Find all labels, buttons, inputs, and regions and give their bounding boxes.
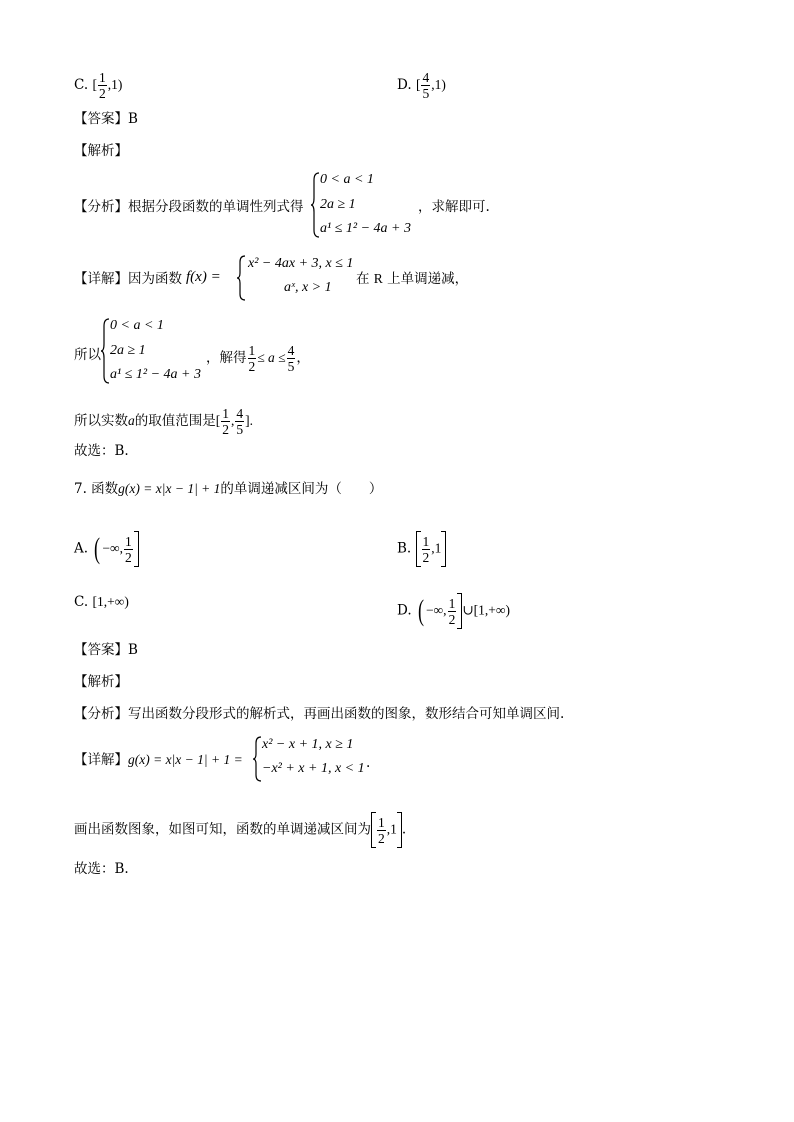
q7-graph-line: 画出函数图象，如图可知，函数的单调递减区间为 $\frac{1}{2}$ ,1 . [74,812,406,848]
option-label: D. [397,77,412,93]
q6-xiangjie-text: 【详解】因为函数 [74,271,182,287]
left-brace-icon [100,318,110,384]
piece-line: x² − x + 1, x ≥ 1 [262,737,354,752]
system-line: a¹ ≤ 1² − 4a + 3 [110,367,201,382]
q6-jiede: ，解得 $\frac{1}{2}$ ≤ a ≤ $\frac{4}{5}$ ， [206,343,310,374]
q7-option-b: B. $\frac{1}{2}$ ,1 [397,531,446,567]
q6-option-d: D. [ $\frac{4}{5}$ ,1) [397,70,446,101]
q7-stem: 7. 函数g(x) = x|x − 1| + 1的单调递减区间为（ ） [74,481,383,497]
system-line: 0 < a < 1 [320,172,374,187]
q7-piece-end: . [366,755,371,771]
piece-line: x² − 4ax + 3, x ≤ 1 [248,256,354,271]
option-label: B. [397,540,412,557]
q6-xiangjie-suffix: 在 R 上单调递减， [356,271,469,287]
system-line: 0 < a < 1 [110,318,164,333]
option-label: D. [397,602,412,619]
system-line: 2a ≥ 1 [320,197,356,212]
q7-option-c: C. [1,+∞) [74,594,129,610]
q7-option-a: A. ( −∞, $\frac{1}{2}$ [74,531,139,567]
left-brace-icon [236,255,246,301]
system-line: 2a ≥ 1 [110,343,146,358]
left-brace-icon [252,736,262,782]
piece-line: −x² + x + 1, x < 1 [262,761,365,776]
option-c-tail: ,1) [107,77,123,92]
fraction: $\frac{4}{5}$ [422,70,430,101]
q7-analysis-heading: 【解析】 [74,674,128,690]
q7-option-d: D. ( −∞, $\frac{1}{2}$ ∪[1,+∞) [397,594,510,627]
left-brace-icon [310,172,320,238]
fraction: $\frac{1}{2}$ [98,70,106,101]
q6-analysis-heading: 【解析】 [74,143,128,159]
q6-choose: 故选：B. [74,443,129,459]
q7-xiangjie: 【详解】g(x) = x|x − 1| + 1 = [74,752,243,768]
q6-fx: f(x) = [186,269,221,285]
option-label: C. [74,594,89,610]
option-label: A. [74,540,89,557]
system-line: a¹ ≤ 1² − 4a + 3 [320,221,411,236]
q7-answer: 【答案】B [74,642,138,658]
q7-fenxi: 【分析】写出函数分段形式的解析式，再画出函数的图象，数形结合可知单调区间. [74,706,565,722]
q6-fenxi-suffix: ，求解即可. [418,199,490,215]
q6-answer: 【答案】B [74,111,138,127]
option-label: C. [74,77,89,93]
q6-fenxi-text: 【分析】根据分段函数的单调性列式得 [74,199,304,215]
q6-option-c: C. [ $\frac{1}{2}$ ,1) [74,70,123,101]
q7-choose: 故选：B. [74,861,129,877]
q6-range: 所以实数a的取值范围是[ $\frac{1}{2}$ , $\frac{4}{5}$ ]. [74,406,253,437]
piece-line: aˣ, x > 1 [284,280,332,295]
option-d-tail: ,1) [431,77,446,92]
q6-suoyi: 所以 [74,347,101,363]
